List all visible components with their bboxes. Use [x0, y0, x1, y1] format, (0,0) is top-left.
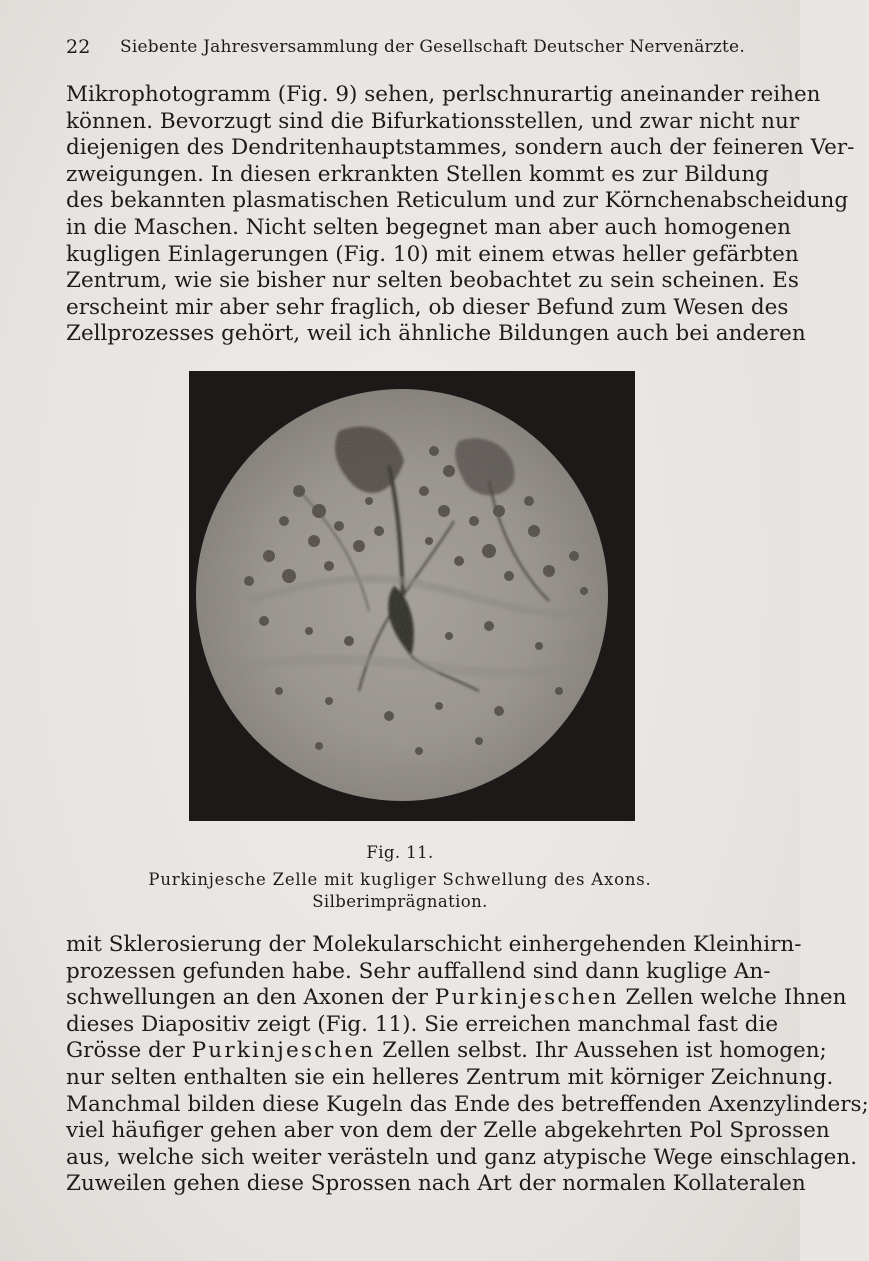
- text-line: prozessen gefunden habe. Sehr auffallend sind dann kuglige An-: [66, 958, 771, 984]
- text-segment: Zellen welche Ihnen: [618, 985, 847, 1011]
- text-line: in die Maschen. Nicht selten begegnet man aber auch homogenen: [66, 214, 791, 240]
- emphasized-name: Purkinjeschen: [434, 985, 619, 1011]
- text-line: Manchmal bilden diese Kugeln das Ende des betreffenden Axenzylinders;: [66, 1091, 869, 1117]
- paragraph-bottom: [66, 932, 869, 1198]
- text-segment: Zellen selbst. Ihr Aussehen ist homogen;: [375, 1038, 827, 1064]
- text-line: diejenigen des Dendritenhauptstammes, sondern auch der feineren Ver-: [66, 135, 855, 161]
- text-line: Zellprozesses gehört, weil ich ähnliche Bildungen auch bei anderen: [66, 321, 806, 347]
- text-line: zweigungen. In diesen erkrankten Stellen kommt es zur Bildung: [66, 161, 769, 187]
- text-line: dieses Diapositiv zeigt (Fig. 11). Sie erreichen manchmal fast die: [66, 1011, 779, 1037]
- text-segment: Grösse der: [66, 1038, 192, 1064]
- emphasized-name: Purkinjeschen: [191, 1038, 376, 1064]
- text-line: Zentrum, wie sie bisher nur selten beobachtet zu sein scheinen. Es: [66, 268, 799, 294]
- text-line: Zuweilen gehen diese Sprossen nach Art der normalen Kollateralen: [66, 1171, 806, 1197]
- text-line: [66, 985, 847, 1012]
- running-title: Siebente Jahresversammlung der Gesellschaft Deutscher Nervenärzte.: [120, 37, 745, 57]
- text-line: mit Sklerosierung der Molekularschicht einhergehenden Kleinhirn-: [66, 932, 802, 957]
- micrograph-figure: [189, 371, 635, 821]
- text-line: nur selten enthalten sie ein helleres Zentrum mit körniger Zeichnung.: [66, 1064, 834, 1090]
- text-line: kugligen Einlagerungen (Fig. 10) mit einem etwas heller gefärbten: [66, 241, 799, 267]
- figure-caption-technique: Silberimprägnation.: [312, 892, 488, 911]
- text-line: aus, welche sich weiter verästeln und ganz atypische Wege einschlagen.: [66, 1144, 858, 1170]
- text-line: viel häufiger gehen aber von dem der Zelle abgekehrten Pol Sprossen: [66, 1118, 830, 1144]
- text-segment: schwellungen an den Axonen der: [66, 985, 435, 1011]
- page-number: 22: [66, 36, 91, 58]
- figure-label: Fig. 11.: [366, 843, 434, 862]
- paragraph-top: [66, 82, 855, 348]
- running-header: [66, 36, 745, 62]
- micrograph-image: [189, 371, 635, 821]
- text-line: [66, 1038, 827, 1065]
- figure-caption: Purkinjesche Zelle mit kugliger Schwellung des Axons.: [148, 870, 652, 889]
- text-line: erscheint mir aber sehr fraglich, ob dieser Befund zum Wesen des: [66, 294, 789, 320]
- text-line: können. Bevorzugt sind die Bifurkationsstellen, und zwar nicht nur: [66, 108, 800, 134]
- text-line: des bekannten plasmatischen Reticulum und zur Körnchenabscheidung: [66, 188, 849, 214]
- text-line: Mikrophotogramm (Fig. 9) sehen, perlschnurartig aneinander reihen: [66, 82, 821, 107]
